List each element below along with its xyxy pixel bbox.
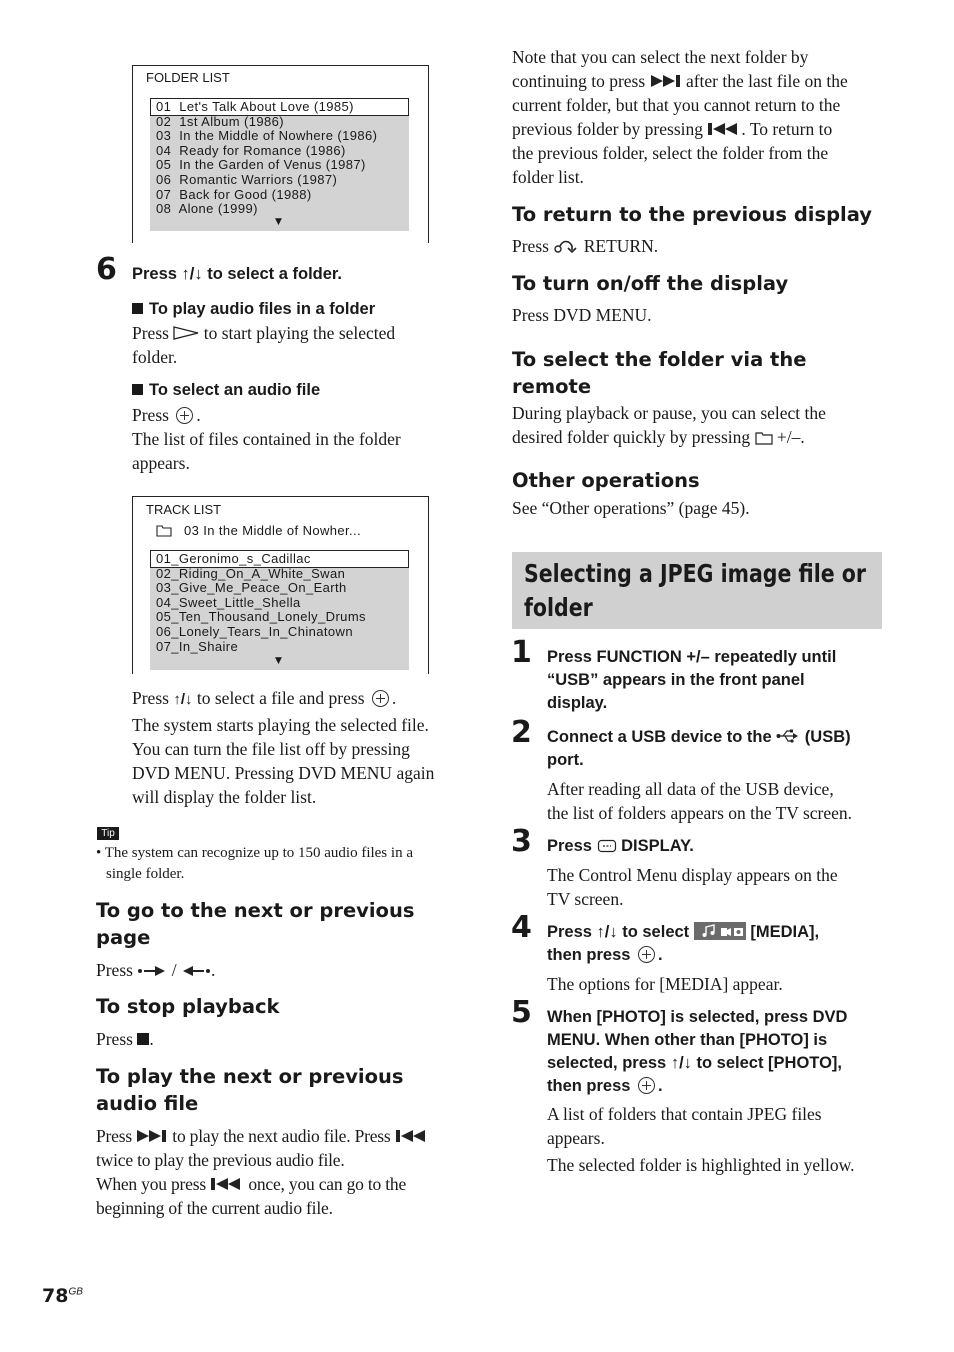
enter-icon bbox=[638, 1077, 655, 1094]
up-down-arrow-icon: ↑/↓ bbox=[181, 265, 203, 283]
list-item[interactable]: 04 Ready for Romance (1986) bbox=[156, 142, 346, 158]
list-item[interactable]: 01 Let's Talk About Love (1985) bbox=[156, 99, 354, 114]
return-text: Press RETURN. bbox=[512, 236, 659, 256]
list-item[interactable]: 04_Sweet_Little_Shella bbox=[156, 594, 301, 610]
track-list-screen bbox=[132, 496, 429, 674]
list-item[interactable]: 07_In_Shaire bbox=[156, 638, 239, 654]
step-6-text: Press ↑/↓ to select a folder. bbox=[132, 265, 343, 283]
list-item[interactable]: 06 Romantic Warriors (1987) bbox=[156, 172, 338, 187]
page-back-icon bbox=[181, 965, 211, 977]
return-heading: To return to the previous display bbox=[512, 203, 872, 226]
enter-icon bbox=[638, 946, 655, 963]
play-icon bbox=[173, 326, 199, 340]
step-3-description: The Control Menu display appears on the TV screen. bbox=[547, 865, 838, 909]
folder-list-screen bbox=[132, 65, 429, 243]
scroll-down-icon: ▼ bbox=[275, 656, 282, 666]
square-bullet-icon bbox=[132, 384, 143, 395]
prev-track-icon bbox=[210, 1177, 244, 1191]
scroll-down-icon: ▼ bbox=[275, 217, 282, 227]
page-number-suffix: GB bbox=[68, 1286, 83, 1298]
next-track-icon bbox=[136, 1129, 168, 1143]
square-bullet-icon bbox=[132, 303, 143, 314]
prev-track-icon bbox=[707, 122, 741, 136]
list-item[interactable]: 03 In the Middle of Nowhere (1986) bbox=[156, 128, 378, 144]
playback-description: The system starts playing the selected file. You can turn the file list off by pressing DVD MENU. Pressing DVD MENU again will display the folder list. bbox=[132, 715, 435, 807]
folder-icon bbox=[156, 524, 172, 537]
step-number: 6 bbox=[96, 252, 117, 287]
display-toggle-text: Press DVD MENU. bbox=[512, 305, 652, 325]
step-2-description: After reading all data of the USB device, the list of folders appears on the TV screen. bbox=[547, 779, 853, 823]
step-5-text: When [PHOTO] is selected, press DVD MENU. When other than [PHOTO] is selected, press ↑/↓ to select [PHOTO], then press . bbox=[547, 1008, 848, 1095]
up-down-arrow-icon: ↑/↓ bbox=[670, 1054, 692, 1072]
next-page-heading: To go to the next or previous page bbox=[96, 899, 415, 949]
other-operations-heading: Other operations bbox=[512, 469, 700, 492]
list-item[interactable]: 03_Give_Me_Peace_On_Earth bbox=[156, 580, 347, 596]
page-forward-icon bbox=[137, 965, 167, 977]
section-banner bbox=[512, 552, 882, 629]
enter-icon bbox=[372, 690, 389, 707]
folder-list-title: FOLDER LIST bbox=[146, 70, 230, 85]
prev-track-icon bbox=[395, 1129, 429, 1143]
up-down-arrow-icon: ↑/↓ bbox=[596, 923, 618, 941]
next-page-text: Press / . bbox=[96, 960, 216, 980]
track-list-box bbox=[150, 550, 409, 670]
up-down-arrow-icon: ↑/↓ bbox=[173, 691, 193, 708]
usb-icon bbox=[776, 729, 800, 743]
step-number: 5 bbox=[511, 995, 532, 1030]
list-item[interactable]: 06_Lonely_Tears_In_Chinatown bbox=[156, 624, 353, 639]
track-list-title: TRACK LIST bbox=[146, 502, 222, 517]
enter-icon bbox=[176, 407, 193, 424]
remote-folder-text: During playback or pause, you can select the desired folder quickly by pressing +/–. bbox=[512, 403, 826, 447]
note-text: Note that you can select the next folder by continuing to press after the last file on the current folder, but that you cannot return to the previous folder by pressing . To return to the previous folder, select the folder from the folder list. bbox=[512, 47, 848, 187]
tip-text: • The system can recognize up to 150 audio files in a single folder. bbox=[96, 845, 413, 882]
media-icon bbox=[694, 922, 746, 940]
step-number: 4 bbox=[511, 910, 532, 945]
play-folder-heading: To play audio files in a folder bbox=[132, 298, 375, 320]
list-item[interactable]: 07 Back for Good (1988) bbox=[156, 186, 312, 202]
display-icon bbox=[597, 839, 617, 853]
step-number: 1 bbox=[511, 635, 532, 670]
list-item[interactable]: 02 1st Album (1986) bbox=[156, 113, 284, 129]
list-item[interactable]: 02_Riding_On_A_White_Swan bbox=[156, 565, 346, 581]
stop-icon bbox=[137, 1033, 149, 1045]
folder-list-box bbox=[150, 98, 409, 231]
next-file-heading: To play the next or previous audio file bbox=[96, 1065, 404, 1115]
current-folder-row bbox=[156, 522, 361, 540]
display-toggle-heading: To turn on/off the display bbox=[512, 272, 789, 295]
folder-icon bbox=[755, 431, 773, 445]
next-track-icon bbox=[650, 74, 682, 88]
stop-heading: To stop playback bbox=[96, 995, 280, 1018]
list-item[interactable]: 05_Ten_Thousand_Lonely_Drums bbox=[156, 609, 366, 625]
step-number: 3 bbox=[511, 824, 532, 859]
step-2-text: Connect a USB device to the (USB) port. bbox=[547, 728, 851, 769]
step-5-description: A list of folders that contain JPEG files appears. The selected folder is highlighted in yellow. bbox=[547, 1104, 855, 1175]
list-item[interactable]: 05 In the Garden of Venus (1987) bbox=[156, 157, 366, 173]
step-4-text: Press ↑/↓ to select [MEDIA], then press . bbox=[547, 923, 820, 964]
return-icon bbox=[553, 238, 579, 254]
select-file-heading: To select an audio file bbox=[132, 379, 320, 401]
step-3-text: Press DISPLAY. bbox=[547, 837, 694, 855]
section-title: Selecting a JPEG image file or folder bbox=[524, 559, 866, 622]
other-operations-text: See “Other operations” (page 45). bbox=[512, 498, 750, 518]
play-folder-text: Press to start playing the selected folder. bbox=[132, 323, 396, 367]
step-number: 2 bbox=[511, 715, 532, 750]
select-track-text: Press ↑/↓ to select a file and press . bbox=[132, 688, 397, 708]
page-number: $78^{GB}$ bbox=[42, 1285, 83, 1307]
list-item[interactable]: 08 Alone (1999) bbox=[156, 201, 258, 217]
list-item[interactable]: 01_Geronimo_s_Cadillac bbox=[156, 551, 311, 566]
select-file-text: Press . The list of files contained in the folder appears. bbox=[132, 405, 401, 473]
tip-badge: Tip bbox=[97, 827, 119, 840]
current-folder-name: 03 In the Middle of Nowher... bbox=[184, 523, 362, 538]
step-4-description: The options for [MEDIA] appear. bbox=[547, 974, 783, 994]
step-1-text: Press FUNCTION +/– repeatedly until “USB” appears in the front panel display. bbox=[547, 648, 837, 712]
stop-text: Press . bbox=[96, 1029, 154, 1049]
next-file-text: Press to play the next audio file. Press twice to play the previous audio file. When you press once, you can go to the beginning of the current audio file. bbox=[96, 1124, 429, 1220]
remote-folder-heading: To select the folder via the remote bbox=[512, 348, 807, 398]
